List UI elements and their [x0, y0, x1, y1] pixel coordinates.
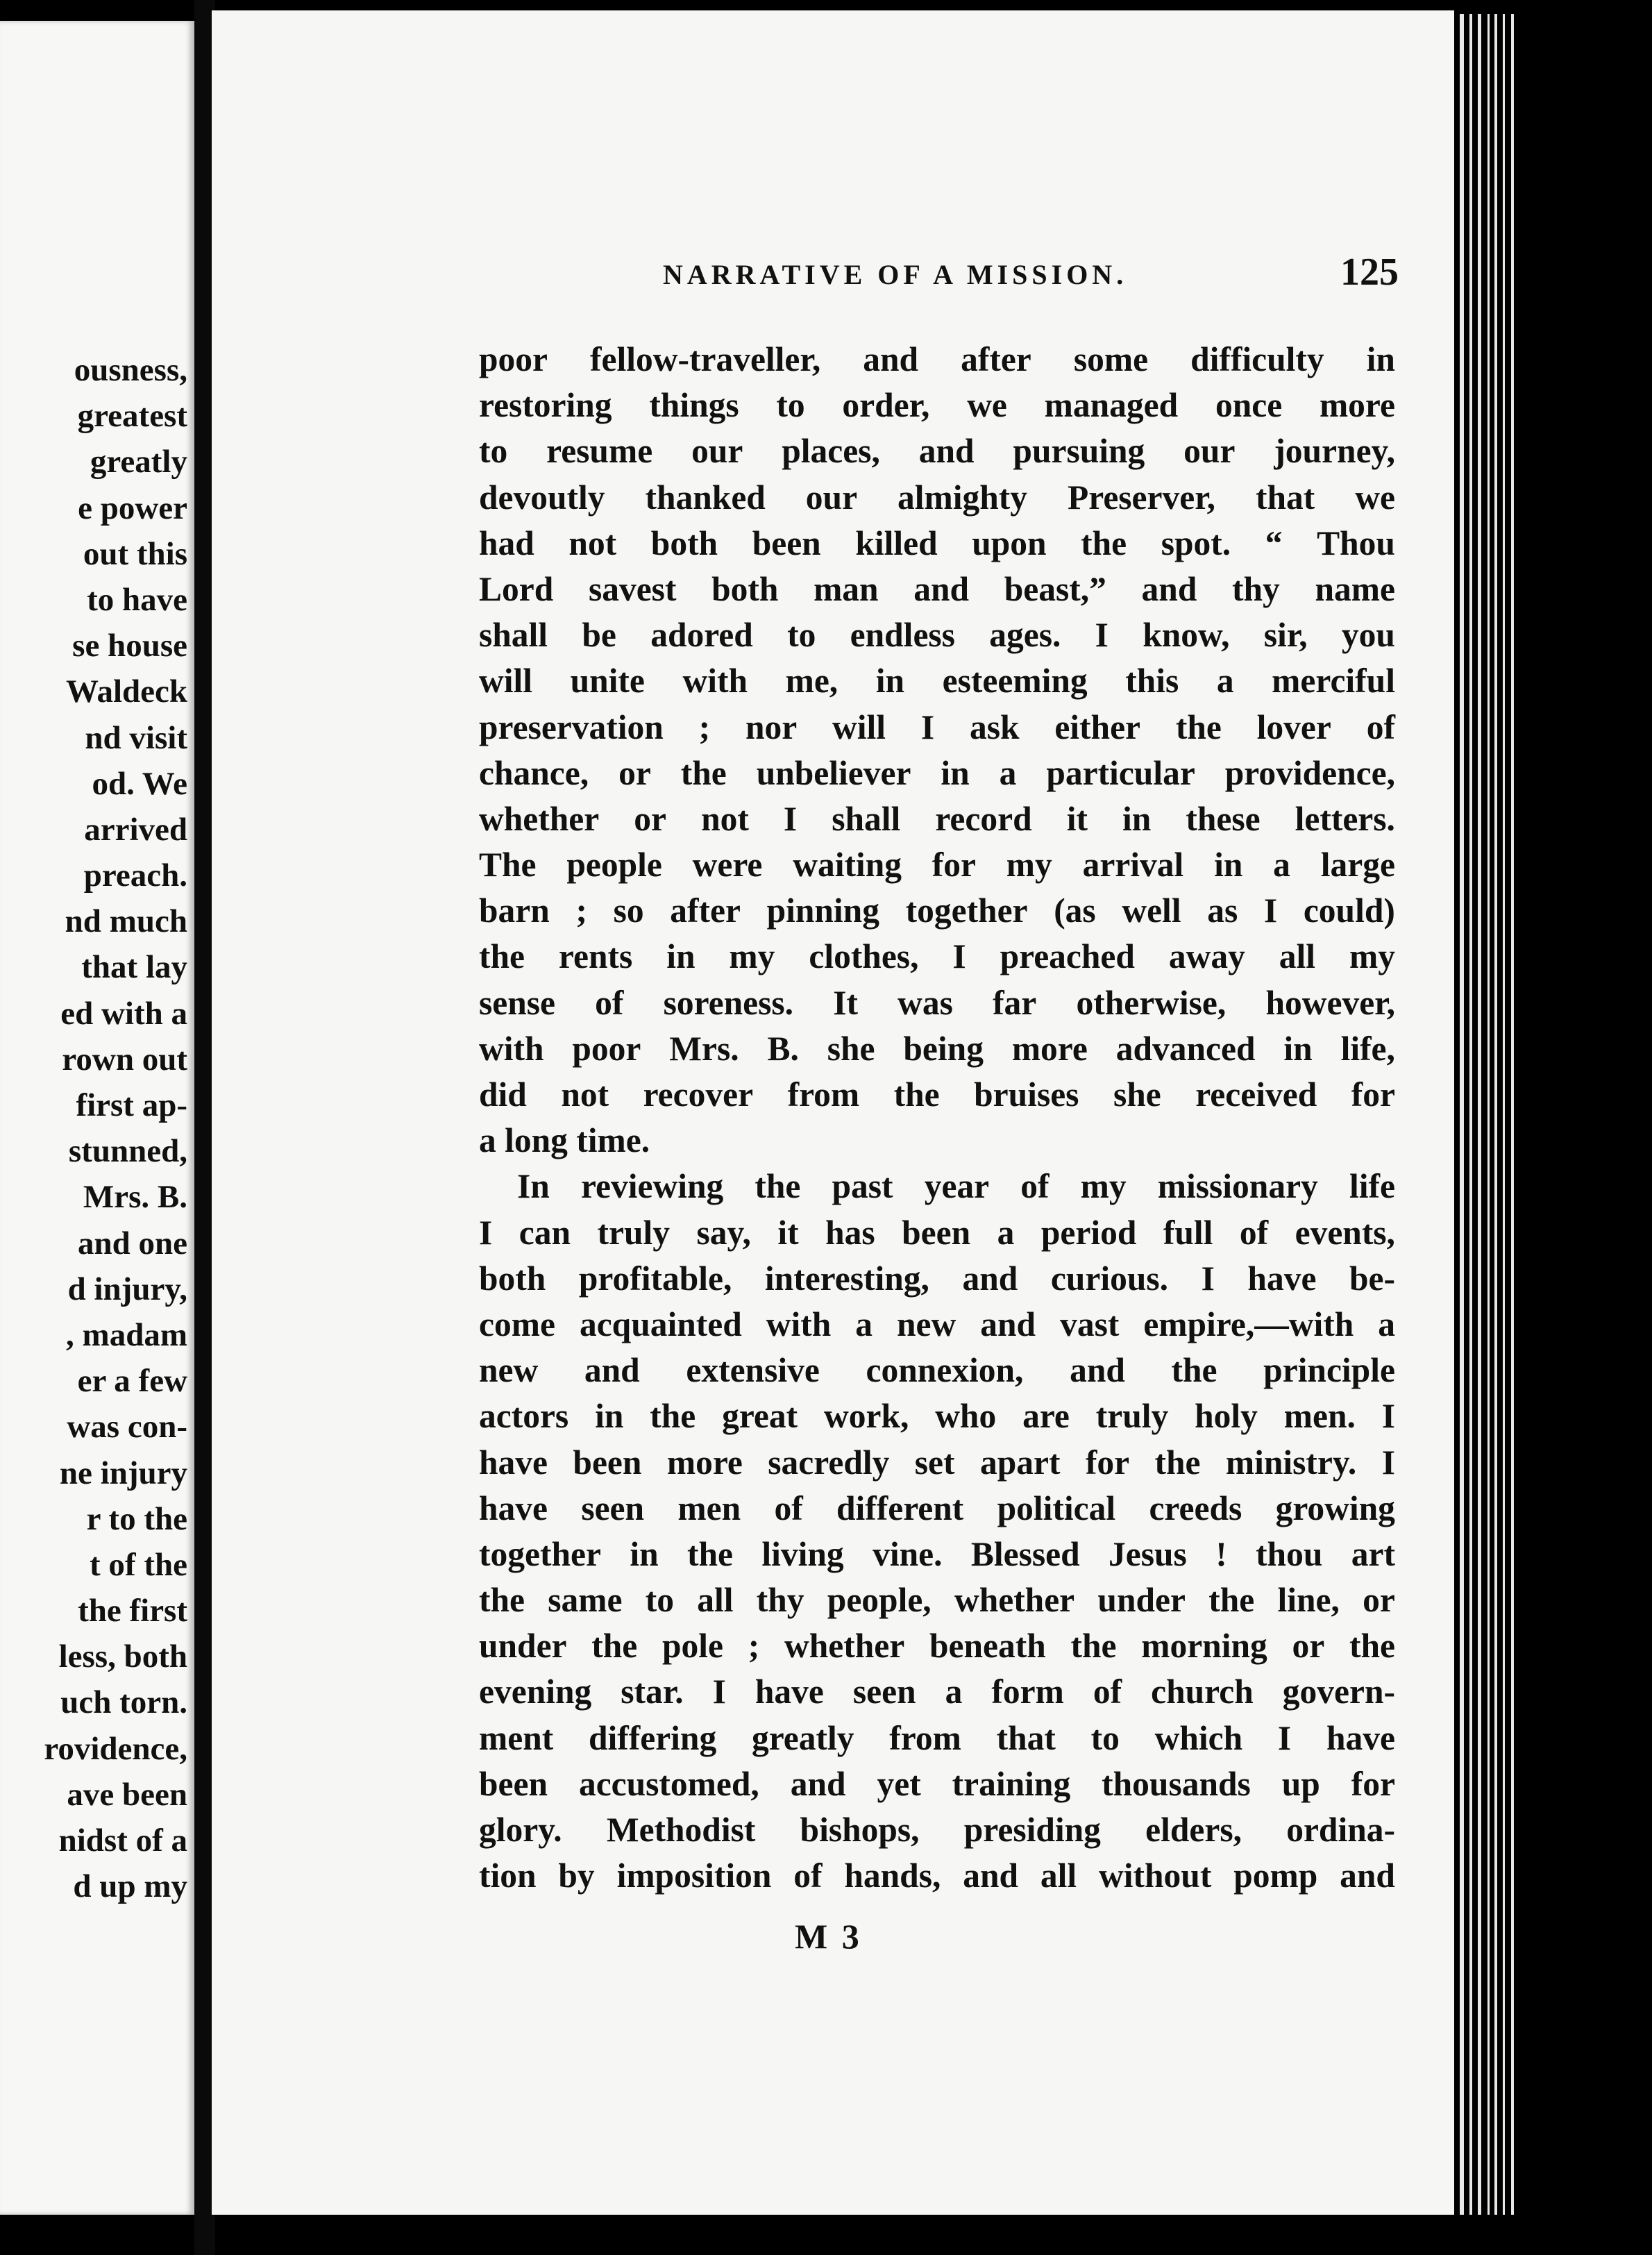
- previous-page-line: Mrs. B.: [83, 1179, 187, 1216]
- text-line: The people were waiting for my arrival in a large: [479, 846, 1395, 885]
- text-line: to resume our places, and pursuing our journey,: [479, 432, 1395, 471]
- text-line: will unite with me, in esteeming this a merciful: [479, 662, 1395, 701]
- text-line: the same to all thy people, whether under the line, or: [479, 1581, 1395, 1620]
- running-head-title: NARRATIVE OF A MISSION.: [663, 259, 1128, 290]
- book-page: [212, 10, 1454, 2215]
- page-edge-line: [1511, 14, 1514, 2215]
- previous-page-line: e power: [78, 489, 187, 526]
- previous-page-line: out this: [83, 535, 187, 572]
- previous-page-line: d injury,: [67, 1271, 187, 1307]
- previous-page-line: less, both: [58, 1638, 187, 1675]
- previous-page-line: t of the: [90, 1546, 187, 1583]
- text-line: have been more sacredly set apart for the ministry. I: [479, 1443, 1395, 1482]
- text-line: restoring things to order, we managed once more: [479, 386, 1395, 425]
- previous-page-line: rovidence,: [44, 1730, 187, 1767]
- previous-page-line: er a few: [77, 1363, 187, 1400]
- text-line: under the pole ; whether beneath the morning or the: [479, 1627, 1395, 1666]
- previous-page-line: was con-: [67, 1409, 187, 1445]
- text-line: preservation ; nor will I ask either the lover of: [479, 707, 1395, 746]
- previous-page-line: greatly: [90, 444, 187, 480]
- page-edges: [1454, 0, 1652, 2255]
- previous-page-line: arrived: [84, 811, 187, 848]
- previous-page-line: ne injury: [59, 1455, 187, 1491]
- text-line: Lord savest both man and beast,” and thy name: [479, 569, 1395, 608]
- previous-page-line: ousness,: [74, 352, 187, 388]
- previous-page-text: [0, 347, 187, 1909]
- previous-page-line: ave been: [67, 1776, 187, 1813]
- text-line: did not recover from the bruises she received for: [479, 1075, 1395, 1114]
- previous-page-line: nd much: [65, 903, 187, 940]
- text-line: have seen men of different political creeds growing: [479, 1489, 1395, 1527]
- previous-page-line: r to the: [86, 1500, 187, 1537]
- previous-page-line: uch torn.: [60, 1684, 187, 1721]
- text-line: whether or not I shall record it in these letters.: [479, 799, 1395, 838]
- text-line: with poor Mrs. B. she being more advanced in life,: [479, 1029, 1395, 1068]
- previous-page-line: greatest: [77, 398, 187, 435]
- previous-page-line: nd visit: [85, 719, 187, 756]
- previous-page-line: first ap-: [76, 1087, 187, 1123]
- text-line: tion by imposition of hands, and all without pomp and: [479, 1856, 1395, 1895]
- signature-mark: M 3: [795, 1917, 862, 1956]
- text-line: evening star. I have seen a form of church govern-: [479, 1673, 1395, 1711]
- text-line: actors in the great work, who are truly holy men. I: [479, 1397, 1395, 1436]
- previous-page-line: d up my: [73, 1868, 187, 1905]
- page-body-text: [479, 337, 1395, 1899]
- text-line: glory. Methodist bishops, presiding elders, ordina-: [479, 1811, 1395, 1849]
- previous-page-line: od. We: [92, 765, 187, 802]
- previous-page-line: stunned,: [68, 1133, 187, 1170]
- text-line: ment differing greatly from that to which I have: [479, 1718, 1395, 1757]
- text-line: chance, or the unbeliever in a particular providence,: [479, 753, 1395, 792]
- text-line: had not both been killed upon the spot. “ Thou: [479, 523, 1395, 562]
- text-line: sense of soreness. It was far otherwise, however,: [479, 983, 1395, 1022]
- text-line: new and extensive connexion, and the principle: [479, 1351, 1395, 1390]
- text-line: In reviewing the past year of my missionary life: [517, 1167, 1395, 1206]
- text-line: come acquainted with a new and vast empire,—with a: [479, 1305, 1395, 1343]
- text-line: shall be adored to endless ages. I know, sir, you: [479, 616, 1395, 655]
- previous-page-line: nidst of a: [58, 1822, 187, 1859]
- running-head: [448, 250, 1399, 305]
- previous-page-line: to have: [87, 581, 187, 618]
- previous-page-line: the first: [78, 1593, 187, 1629]
- previous-page-fragment: [0, 21, 194, 2215]
- previous-page-line: ed with a: [60, 995, 187, 1032]
- page-edge-line: [1469, 14, 1472, 2215]
- previous-page-line: se house: [72, 628, 187, 664]
- page-edge-line: [1460, 14, 1464, 2215]
- previous-page-line: and one: [77, 1225, 187, 1261]
- text-line: poor fellow-traveller, and after some difficulty in: [479, 340, 1395, 378]
- previous-page-line: , madam: [66, 1316, 187, 1353]
- page-edge-line: [1487, 14, 1490, 2215]
- text-line: devoutly thanked our almighty Preserver, that we: [479, 478, 1395, 517]
- text-line: together in the living vine. Blessed Jesus ! thou art: [479, 1534, 1395, 1573]
- page-number: 125: [1340, 251, 1399, 294]
- page-edge-line: [1494, 14, 1497, 2215]
- previous-page-line: that lay: [81, 949, 187, 986]
- page-edge-line: [1478, 14, 1481, 2215]
- text-line: both profitable, interesting, and curious. I have be-: [479, 1259, 1395, 1298]
- text-line: I can truly say, it has been a period full of events,: [479, 1213, 1395, 1252]
- previous-page-line: preach.: [83, 857, 187, 894]
- previous-page-line: rown out: [62, 1041, 187, 1078]
- text-line: a long time.: [479, 1121, 650, 1160]
- text-line: the rents in my clothes, I preached away all my: [479, 937, 1395, 976]
- text-line: been accustomed, and yet training thousands up for: [479, 1764, 1395, 1803]
- page-edge-line: [1503, 14, 1505, 2215]
- previous-page-line: Waldeck: [66, 673, 187, 710]
- text-line: barn ; so after pinning together (as well as I could): [479, 891, 1395, 930]
